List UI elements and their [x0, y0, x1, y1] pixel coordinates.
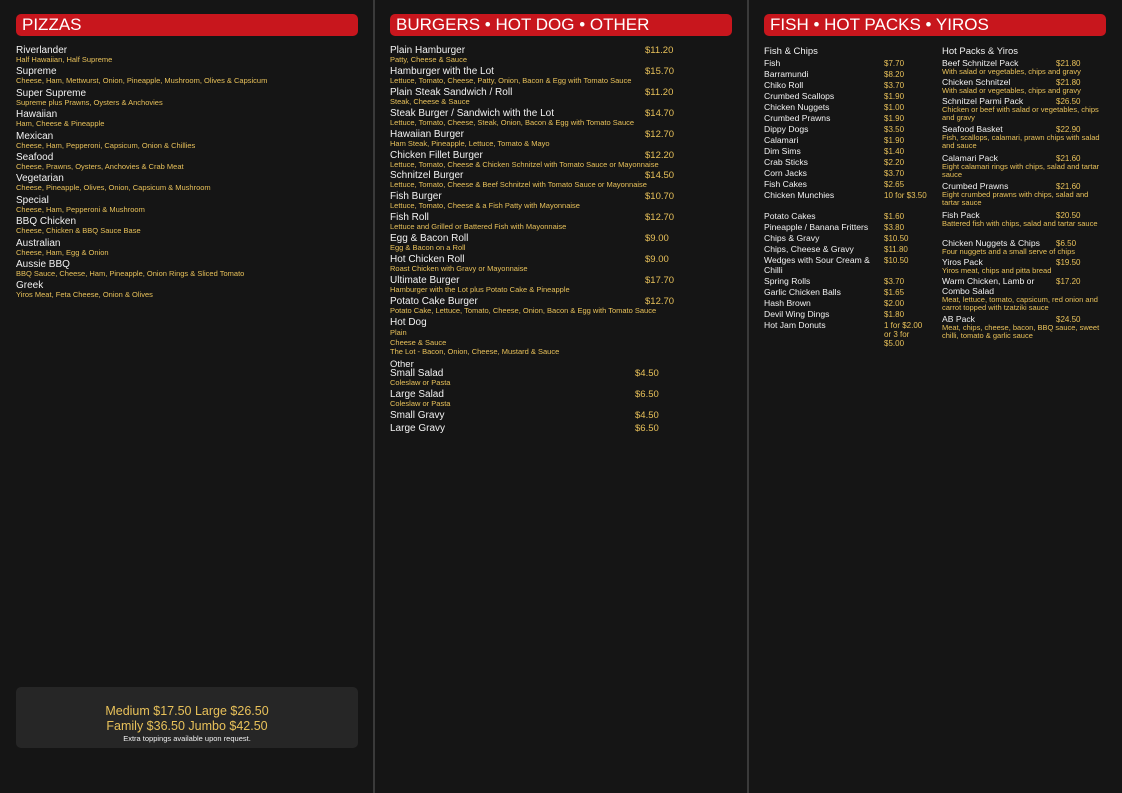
- fish-chips-price: $2.65: [884, 180, 905, 189]
- other-section-label: Other: [390, 359, 414, 370]
- fish-chips-price: $10.50: [884, 234, 909, 243]
- fish-chips-name: Chiko Roll: [764, 80, 804, 90]
- burger-item: [390, 130, 550, 148]
- burger-name: Plain Steak Sandwich / Roll: [390, 86, 513, 98]
- hot-pack-price: $6.50: [1056, 239, 1077, 248]
- other-item: [390, 390, 450, 408]
- burgers-header: BURGERS • HOT DOG • OTHER: [390, 14, 732, 36]
- pizza-description: Cheese, Pineapple, Olives, Onion, Capsicum & Mushroom: [16, 183, 211, 193]
- pizza-name: Riverlander: [16, 45, 68, 56]
- burger-description: Lettuce, Tomato, Cheese, Steak, Onion, Bacon & Egg with Tomato Sauce: [390, 117, 635, 127]
- fish-chips-name: Dim Sims: [764, 146, 801, 156]
- pizza-name: Super Supreme: [16, 87, 87, 99]
- fish-chips-name: Calamari: [764, 135, 799, 145]
- burger-item: [390, 276, 570, 294]
- fish-chips-price: $8.20: [884, 70, 905, 79]
- other-item: [390, 411, 444, 421]
- pizza-name: Greek: [16, 280, 44, 292]
- hot-pack-description: Eight crumbed prawns with chips, salad and tartar sauce: [942, 190, 1089, 207]
- pizza-item: [16, 196, 145, 214]
- burger-item: [390, 234, 468, 252]
- hot-pack-name: Seafood Basket: [942, 124, 1003, 134]
- burger-item: [390, 213, 566, 231]
- pizza-description: Ham, Cheese & Pineapple: [16, 119, 105, 129]
- pizza-name: Vegetarian: [16, 173, 64, 185]
- other-price: $6.50: [635, 423, 659, 434]
- other-name: Large Salad: [390, 389, 444, 400]
- fish-chips-name: Hot Jam Donuts: [764, 320, 826, 330]
- pizza-item: [16, 260, 244, 278]
- hotdog-option: Plain: [390, 328, 407, 337]
- other-name: Small Gravy: [390, 410, 445, 421]
- burger-price: $17.70: [645, 274, 675, 286]
- pizza-sizes-line1: Medium $17.50 Large $26.50: [105, 704, 269, 718]
- hot-pack-name: Schnitzel Parmi Pack: [942, 96, 1024, 106]
- fish-header: FISH • HOT PACKS • YIROS: [764, 14, 1106, 36]
- fish-chips-price: $7.70: [884, 59, 905, 68]
- hot-pack-description: Yiros meat, chips and pitta bread: [942, 266, 1052, 275]
- hot-pack-name: Calamari Pack: [942, 153, 998, 163]
- hot-pack-name: Warm Chicken, Lamb or Combo Salad: [942, 276, 1035, 296]
- burger-name: Hot Chicken Roll: [390, 254, 465, 265]
- fish-chips-price: $3.70: [884, 169, 905, 178]
- pizza-item: [16, 153, 184, 171]
- hot-pack-name: Chicken Schnitzel: [942, 77, 1011, 87]
- fish-chips-price: $2.20: [884, 158, 905, 167]
- pizza-description: Supreme plus Prawns, Oysters & Anchovies: [16, 97, 163, 107]
- column-divider-right: [747, 0, 749, 793]
- burger-price: $11.20: [645, 86, 674, 98]
- hot-pack-description: Battered fish with chips, salad and tartar sauce: [942, 219, 1098, 228]
- pizza-item: [16, 110, 104, 128]
- burger-price: $14.50: [645, 170, 675, 182]
- fish-chips-name: Garlic Chicken Balls: [764, 287, 841, 297]
- burger-price: $9.00: [645, 254, 669, 265]
- pizza-sizes-line2: Family $36.50 Jumbo $42.50: [106, 719, 268, 733]
- fish-chips-name: Pineapple / Banana Fritters: [764, 222, 869, 232]
- burger-price: $12.70: [645, 295, 675, 307]
- fish-chips-price: $1.80: [884, 310, 905, 319]
- other-description: Coleslaw or Pasta: [390, 399, 451, 408]
- burger-price: $14.70: [645, 107, 675, 119]
- hotdog-option: The Lot - Bacon, Onion, Cheese, Mustard & Sauce: [390, 347, 560, 356]
- fish-chips-price: 10 for $3.50: [884, 191, 927, 200]
- fish-chips-name: Devil Wing Dings: [764, 309, 830, 319]
- hot-pack-price: $19.50: [1056, 258, 1081, 267]
- burger-price: $12.70: [645, 212, 675, 224]
- pizzas-header: PIZZAS: [16, 14, 358, 36]
- fish-chips-name: Hash Brown: [764, 298, 811, 308]
- burger-item: [390, 192, 580, 210]
- fish-chips-price: $1.60: [884, 212, 905, 221]
- fish-chips-name: Crumbed Prawns: [764, 113, 831, 123]
- hot-pack-description: Meat, chips, cheese, bacon, BBQ sauce, sweet chilli, tomato & garlic sauce: [942, 323, 1100, 340]
- pizza-name: Australian: [16, 237, 61, 249]
- pizza-item: [16, 239, 109, 257]
- fish-chips-price: $1.00: [884, 103, 905, 112]
- burger-name: Chicken Fillet Burger: [390, 149, 483, 161]
- hotdog-name: Hot Dog: [390, 317, 427, 328]
- hot-pack-description: With salad or vegetables, chips and gravy: [942, 67, 1081, 76]
- pizza-name: Aussie BBQ: [16, 259, 70, 270]
- hot-pack-description: Fish, scallops, calamari, prawn chips with salad and sauce: [942, 133, 1100, 150]
- fish-chips-label: Fish & Chips: [764, 46, 818, 57]
- fish-chips-name: Fish Cakes: [764, 179, 807, 189]
- pizza-description: Yiros Meat, Feta Cheese, Onion & Olives: [16, 290, 153, 300]
- pizza-description: Cheese, Ham, Pepperoni, Capsicum, Onion & Chillies: [16, 140, 196, 150]
- hot-pack-price: $21.80: [1056, 59, 1081, 68]
- hot-pack-price: $17.20: [1056, 277, 1081, 286]
- pizza-description: Half Hawaiian, Half Supreme: [16, 55, 113, 64]
- burger-name: Fish Burger: [390, 191, 442, 203]
- burger-name: Ultimate Burger: [390, 274, 460, 286]
- hot-pack-price: $21.80: [1056, 78, 1081, 87]
- pizza-name: BBQ Chicken: [16, 216, 77, 228]
- burger-name: Egg & Bacon Roll: [390, 233, 469, 245]
- fish-chips-price: 1 for $2.00 or 3 for $5.00: [884, 321, 923, 348]
- fish-chips-price: $1.65: [884, 288, 905, 297]
- pizza-item: [16, 67, 267, 85]
- burger-item: [390, 67, 631, 85]
- burger-price: $15.70: [645, 65, 675, 77]
- burger-description: Patty, Cheese & Sauce: [390, 55, 467, 64]
- fish-chips-price: $11.80: [884, 245, 908, 254]
- burger-price: $9.00: [645, 233, 669, 245]
- fish-chips-name: Chips & Gravy: [764, 233, 820, 243]
- burger-description: Lettuce, Tomato, Cheese & Chicken Schnitzel with Tomato Sauce or Mayonnaise: [390, 159, 659, 169]
- pizza-item: [16, 174, 211, 192]
- fish-chips-name: Chicken Nuggets: [764, 102, 830, 112]
- pizza-name: Special: [16, 194, 49, 206]
- fish-chips-price: $3.50: [884, 125, 905, 134]
- burger-name: Hawaiian Burger: [390, 128, 464, 140]
- hot-pack-name: Yiros Pack: [942, 257, 983, 267]
- hot-pack-price: $22.90: [1056, 125, 1081, 134]
- fish-chips-name: Fish: [764, 58, 781, 68]
- pizza-item: [16, 89, 163, 107]
- hot-packs-label: Hot Packs & Yiros: [942, 46, 1019, 57]
- burger-name: Plain Hamburger: [390, 45, 466, 56]
- burger-item: [390, 46, 467, 64]
- pizza-item: [16, 281, 153, 299]
- other-price: $4.50: [635, 410, 659, 421]
- burger-name: Potato Cake Burger: [390, 295, 478, 307]
- pizza-description: Cheese, Ham, Pepperoni & Mushroom: [16, 204, 145, 214]
- fish-chips-price: $2.00: [884, 299, 905, 308]
- pizza-description: Cheese, Prawns, Oysters, Anchovies & Crab Meat: [16, 162, 184, 171]
- burger-description: Lettuce and Grilled or Battered Fish with Mayonnaise: [390, 222, 567, 232]
- hot-pack-price: $21.60: [1056, 182, 1081, 191]
- other-description: Coleslaw or Pasta: [390, 378, 451, 387]
- fish-chips-price: $1.40: [884, 147, 905, 156]
- pizza-name: Seafood: [16, 152, 54, 163]
- fish-chips-name: Potato Cakes: [764, 211, 816, 221]
- hotdog-option: Cheese & Sauce: [390, 338, 447, 347]
- fish-chips-price: $3.80: [884, 223, 905, 232]
- fish-chips-price: $1.90: [884, 114, 905, 123]
- hot-pack-price: $20.50: [1056, 211, 1081, 220]
- burger-item: [390, 171, 647, 189]
- burger-description: Potato Cake, Lettuce, Tomato, Cheese, Onion, Bacon & Egg with Tomato Sauce: [390, 305, 657, 315]
- hot-pack-description: Four nuggets and a small serve of chips: [942, 247, 1075, 256]
- pizza-item: [16, 46, 112, 64]
- hot-pack-description: With salad or vegetables, chips and gravy: [942, 86, 1081, 95]
- pizza-description: Cheese, Ham, Egg & Onion: [16, 247, 109, 257]
- other-item: [390, 424, 445, 434]
- pizza-item: [16, 217, 141, 235]
- pizza-item: [16, 132, 195, 150]
- other-item: [390, 369, 450, 387]
- burger-name: Schnitzel Burger: [390, 170, 464, 182]
- burger-price: $12.20: [645, 149, 675, 161]
- fish-chips-name: Chicken Munchies: [764, 190, 835, 200]
- fish-chips-price: $3.70: [884, 81, 905, 90]
- fish-chips-name: Dippy Dogs: [764, 124, 809, 134]
- hot-pack-price: $21.60: [1056, 154, 1081, 163]
- hot-pack-price: $24.50: [1056, 315, 1081, 324]
- pizza-description: Cheese, Ham, Mettwurst, Onion, Pineapple, Mushroom, Olives & Capsicum: [16, 76, 268, 86]
- fish-chips-name: Crab Sticks: [764, 157, 808, 167]
- pizza-name: Hawaiian: [16, 109, 58, 121]
- burger-item: [390, 255, 528, 273]
- pizza-description: BBQ Sauce, Cheese, Ham, Pineapple, Onion Rings & Sliced Tomato: [16, 269, 245, 278]
- hot-pack-name: Beef Schnitzel Pack: [942, 58, 1019, 68]
- burger-item: [390, 297, 656, 315]
- fish-chips-name: Spring Rolls: [764, 276, 811, 286]
- burger-description: Ham Steak, Pineapple, Lettuce, Tomato & Mayo: [390, 138, 550, 148]
- burger-description: Lettuce, Tomato, Cheese & Beef Schnitzel with Tomato Sauce or Mayonnaise: [390, 180, 647, 190]
- fish-chips-price: $10.50: [884, 256, 909, 265]
- burger-item: [390, 151, 659, 169]
- hot-pack-name: Fish Pack: [942, 210, 980, 220]
- hot-pack-description: Meat, lettuce, tomato, capsicum, red onion and carrot topped with tzatziki sauce: [942, 295, 1098, 312]
- burger-price: $10.70: [645, 191, 675, 203]
- burger-description: Egg & Bacon on a Roll: [390, 243, 466, 253]
- pizza-name: Mexican: [16, 130, 54, 142]
- other-name: Small Salad: [390, 368, 444, 379]
- hot-pack-description: Chicken or beef with salad or vegetables, chips and gravy: [942, 105, 1099, 122]
- pizza-description: Cheese, Chicken & BBQ Sauce Base: [16, 226, 141, 236]
- hot-pack-name: Crumbed Prawns: [942, 181, 1009, 191]
- hot-pack-price: $26.50: [1056, 97, 1081, 106]
- other-price: $6.50: [635, 389, 659, 400]
- hot-pack-name: Chicken Nuggets & Chips: [942, 238, 1040, 248]
- burger-name: Hamburger with the Lot: [390, 65, 494, 77]
- pizza-sizes-box: [16, 687, 358, 748]
- fish-chips-price: $3.70: [884, 277, 905, 286]
- column-divider-left: [373, 0, 375, 793]
- burger-price: $12.70: [645, 128, 675, 140]
- burger-item: [390, 88, 512, 106]
- burger-description: Lettuce, Tomato, Cheese & a Fish Patty with Mayonnaise: [390, 201, 580, 211]
- burger-description: Steak, Cheese & Sauce: [390, 96, 470, 106]
- pizza-name: Supreme: [16, 66, 57, 78]
- fish-chips-name: Crumbed Scallops: [764, 91, 835, 101]
- hotdog-item: [390, 318, 559, 356]
- fish-chips-name: Chips, Cheese & Gravy: [764, 244, 854, 254]
- fish-chips-name: Barramundi: [764, 69, 809, 79]
- burger-description: Hamburger with the Lot plus Potato Cake & Pineapple: [390, 284, 570, 294]
- burger-name: Fish Roll: [390, 212, 429, 224]
- fish-chips-price: $1.90: [884, 92, 905, 101]
- hot-pack-name: AB Pack: [942, 314, 975, 324]
- other-name: Large Gravy: [390, 423, 446, 434]
- burger-description: Lettuce, Tomato, Cheese, Patty, Onion, Bacon & Egg with Tomato Sauce: [390, 75, 632, 85]
- fish-chips-name: Corn Jacks: [764, 168, 807, 178]
- fish-chips-price: $1.90: [884, 136, 905, 145]
- burger-description: Roast Chicken with Gravy or Mayonnaise: [390, 264, 528, 273]
- burger-price: $11.20: [645, 45, 674, 56]
- burger-item: [390, 109, 634, 127]
- fish-chips-name: Wedges with Sour Cream & Chilli: [764, 255, 870, 275]
- pizza-sizes-note: Extra toppings available upon request.: [123, 734, 251, 743]
- burger-name: Steak Burger / Sandwich with the Lot: [390, 107, 554, 119]
- hot-pack-description: Eight calamari rings with chips, salad and tartar sauce: [942, 162, 1100, 179]
- other-price: $4.50: [635, 368, 659, 379]
